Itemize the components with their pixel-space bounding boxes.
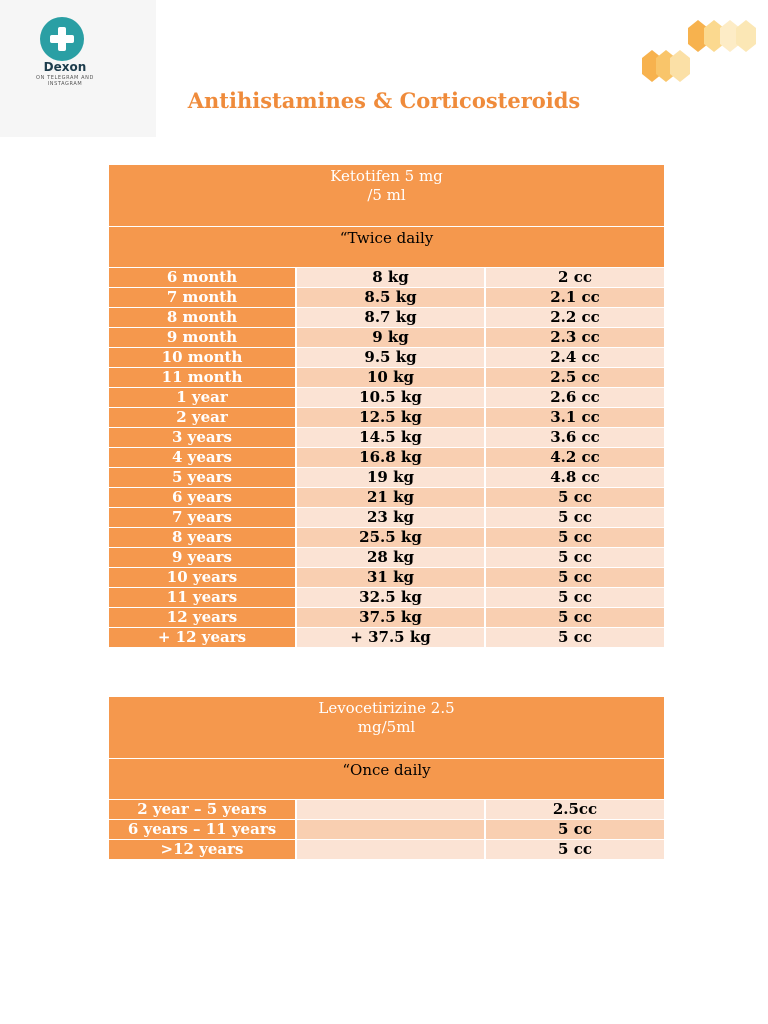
age-cell: 7 month: [109, 288, 296, 308]
weight-cell: 12.5 kg: [296, 408, 485, 428]
dose-cell: 2 cc: [485, 268, 664, 288]
dose-cell: 5 cc: [485, 840, 664, 860]
weight-cell: 28 kg: [296, 548, 485, 568]
table-row: [109, 428, 664, 448]
dose-cell: 5 cc: [485, 820, 664, 840]
weight-cell: 8.5 kg: [296, 288, 485, 308]
dose-cell: 5 cc: [485, 508, 664, 528]
hexagon-decoration-icon: [632, 16, 762, 96]
table-row: [109, 508, 664, 528]
dose-cell: 2.5cc: [485, 800, 664, 820]
page-title: Antihistamines & Corticosteroids: [187, 88, 581, 113]
age-cell: 3 years: [109, 428, 296, 448]
age-cell: 6 years – 11 years: [109, 820, 296, 840]
age-cell: >12 years: [109, 840, 296, 860]
dose-cell: 2.5 cc: [485, 368, 664, 388]
table-row: [109, 548, 664, 568]
weight-cell: 14.5 kg: [296, 428, 485, 448]
dose-cell: 2.3 cc: [485, 328, 664, 348]
age-cell: 7 years: [109, 508, 296, 528]
table-row: [109, 820, 664, 840]
weight-cell: + 37.5 kg: [296, 628, 485, 648]
logo-name: Dexon: [43, 60, 87, 74]
age-cell: 10 month: [109, 348, 296, 368]
table-row: [109, 408, 664, 428]
dose-cell: 5 cc: [485, 548, 664, 568]
dose-cell: 5 cc: [485, 608, 664, 628]
table-row: [109, 528, 664, 548]
age-cell: 12 years: [109, 608, 296, 628]
weight-cell: [296, 800, 485, 820]
table-row: [109, 328, 664, 348]
ketotifen-frequency: “Twice daily: [109, 227, 664, 268]
age-cell: 2 year – 5 years: [109, 800, 296, 820]
logo-icon: [40, 17, 84, 61]
table-row: [109, 348, 664, 368]
weight-cell: 8.7 kg: [296, 308, 485, 328]
logo-tagline: ON TELEGRAM AND INSTAGRAM: [36, 75, 94, 87]
age-cell: 6 month: [109, 268, 296, 288]
dose-cell: 2.2 cc: [485, 308, 664, 328]
table-row: [109, 840, 664, 860]
weight-cell: 23 kg: [296, 508, 485, 528]
table-row: [109, 268, 664, 288]
table-row: [109, 368, 664, 388]
dose-cell: 5 cc: [485, 588, 664, 608]
logo-area: [0, 0, 156, 137]
levocetirizine-header-row: [109, 697, 664, 759]
table-row: [109, 628, 664, 648]
dose-cell: 3.6 cc: [485, 428, 664, 448]
weight-cell: 8 kg: [296, 268, 485, 288]
levocetirizine-table: [109, 697, 664, 860]
age-cell: 6 years: [109, 488, 296, 508]
weight-cell: [296, 820, 485, 840]
dose-cell: 2.6 cc: [485, 388, 664, 408]
weight-cell: 9.5 kg: [296, 348, 485, 368]
weight-cell: 37.5 kg: [296, 608, 485, 628]
ketotifen-table: [109, 165, 664, 648]
weight-cell: 10 kg: [296, 368, 485, 388]
table-row: [109, 288, 664, 308]
age-cell: 9 years: [109, 548, 296, 568]
weight-cell: 10.5 kg: [296, 388, 485, 408]
table-row: [109, 588, 664, 608]
weight-cell: 32.5 kg: [296, 588, 485, 608]
age-cell: + 12 years: [109, 628, 296, 648]
levocetirizine-frequency: “Once daily: [109, 759, 664, 800]
table-row: [109, 488, 664, 508]
age-cell: 4 years: [109, 448, 296, 468]
dose-cell: 4.2 cc: [485, 448, 664, 468]
weight-cell: 25.5 kg: [296, 528, 485, 548]
age-cell: 11 month: [109, 368, 296, 388]
dose-cell: 2.1 cc: [485, 288, 664, 308]
table-row: [109, 568, 664, 588]
levocetirizine-drug-name: Levocetirizine 2.5 mg/5ml: [109, 697, 664, 759]
dose-cell: 5 cc: [485, 488, 664, 508]
weight-cell: 21 kg: [296, 488, 485, 508]
dose-cell: 4.8 cc: [485, 468, 664, 488]
ketotifen-drug-name: Ketotifen 5 mg /5 ml: [109, 165, 664, 227]
dose-cell: 2.4 cc: [485, 348, 664, 368]
weight-cell: 31 kg: [296, 568, 485, 588]
age-cell: 8 month: [109, 308, 296, 328]
dose-cell: 5 cc: [485, 568, 664, 588]
age-cell: 10 years: [109, 568, 296, 588]
weight-cell: 9 kg: [296, 328, 485, 348]
ketotifen-header-row: [109, 165, 664, 227]
age-cell: 1 year: [109, 388, 296, 408]
dose-cell: 3.1 cc: [485, 408, 664, 428]
ketotifen-frequency-row: [109, 227, 664, 268]
weight-cell: 16.8 kg: [296, 448, 485, 468]
table-row: [109, 448, 664, 468]
age-cell: 2 year: [109, 408, 296, 428]
age-cell: 11 years: [109, 588, 296, 608]
levocetirizine-frequency-row: [109, 759, 664, 800]
age-cell: 9 month: [109, 328, 296, 348]
table-row: [109, 388, 664, 408]
dose-cell: 5 cc: [485, 528, 664, 548]
age-cell: 5 years: [109, 468, 296, 488]
dose-cell: 5 cc: [485, 628, 664, 648]
table-row: [109, 608, 664, 628]
age-cell: 8 years: [109, 528, 296, 548]
table-row: [109, 468, 664, 488]
weight-cell: 19 kg: [296, 468, 485, 488]
table-row: [109, 308, 664, 328]
weight-cell: [296, 840, 485, 860]
table-row: [109, 800, 664, 820]
